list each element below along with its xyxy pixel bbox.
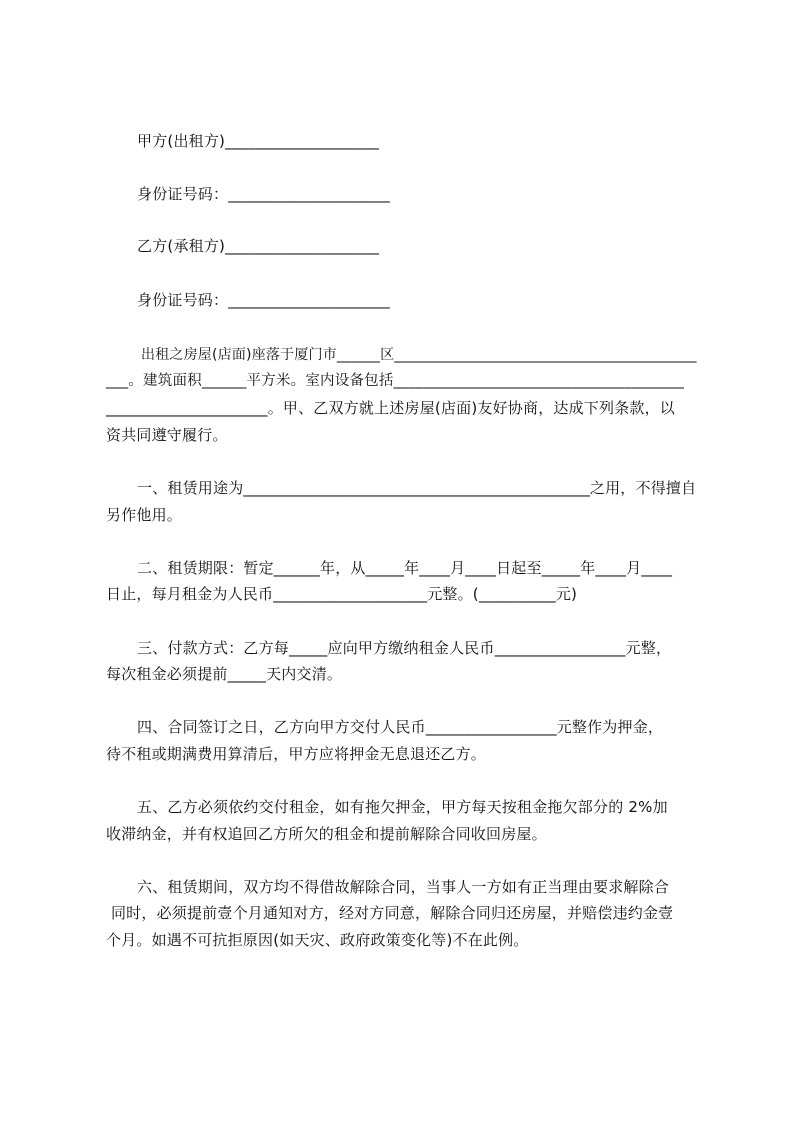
clause-1-line-1: 一、租赁用途为_____________________________________________之用，不得擅自 — [137, 479, 697, 497]
clause-6-line-1: 六、租赁期间，双方均不得借故解除合同，当事人一方如有正当理由要求解除合 — [137, 878, 670, 896]
intro-line-2: ___。建筑面积______平方米。室内设备包括_______________________________________ — [106, 373, 685, 389]
clause-1-line-2: 另作他用。 — [106, 506, 183, 524]
clause-4-line-1: 四、合同签订之日，乙方向甲方交付人民币_________________元整作为押金， — [137, 718, 664, 736]
clause-5-line-1: 五、乙方必须依约交付租金，如有拖欠押金，甲方每天按租金拖欠部分的 2%加 — [137, 798, 668, 816]
clause-5-line-2: 收滞纳金，并有权追回乙方所欠的租金和提前解除合同收回房屋。 — [106, 825, 547, 843]
party-b-id-line: 身份证号码：_____________________ — [137, 291, 390, 309]
clause-3-line-2: 每次租金必须提前_____天内交清。 — [106, 665, 343, 683]
clause-2-line-1: 二、租赁期限：暂定______年，从_____年____月____日起至_____年____月____ — [137, 559, 673, 577]
intro-line-3: _____________________。甲、乙双方就上述房屋(店面)友好协商，达成下列条款，以 — [106, 399, 676, 417]
clause-3-line-1: 三、付款方式：乙方每_____应向甲方缴纳租金人民币_________________元整， — [137, 639, 672, 657]
intro-line-4: 资共同遵守履行。 — [106, 426, 228, 444]
clause-6-line-3: 个月。如遇不可抗拒原因(如天灾、政府政策变化等)不在此例。 — [106, 931, 529, 949]
clause-6-line-2: 同时，必须提前壹个月通知对方，经对方同意，解除合同归还房屋，并赔偿违约金壹 — [106, 904, 674, 922]
party-b-line: 乙方(承租方)____________________ — [137, 237, 380, 255]
party-a-id-line: 身份证号码：_____________________ — [137, 185, 390, 203]
intro-line-1: 出租之房屋(店面)座落于厦门市______区__________________________________________ — [141, 347, 697, 363]
party-a-line: 甲方(出租方)____________________ — [137, 132, 380, 150]
clause-4-line-2: 待不租或期满费用算清后，甲方应将押金无息退还乙方。 — [106, 745, 487, 763]
clause-2-line-2: 日止，每月租金为人民币____________________元整。(__________元) — [106, 585, 578, 603]
